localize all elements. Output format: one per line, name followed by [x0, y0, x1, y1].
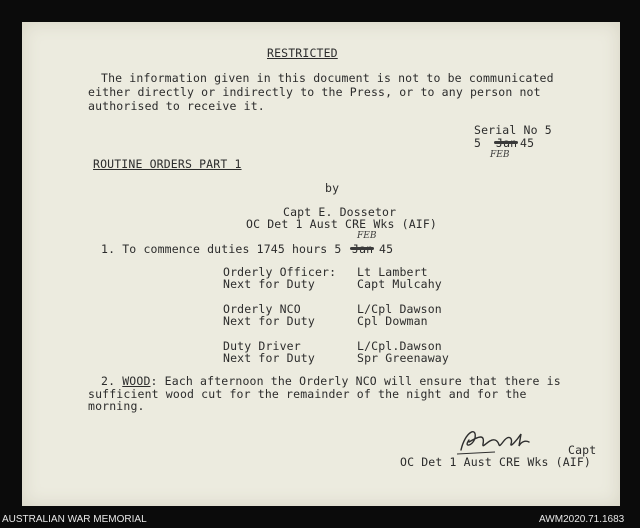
- duty-name: Capt Mulcahy: [357, 277, 442, 291]
- issuer-unit: OC Det 1 Aust CRE Wks (AIF): [246, 217, 437, 231]
- serial-date-day: 5: [474, 136, 482, 150]
- duty-role: Next for Duty: [223, 314, 315, 328]
- duty-role: Orderly NCO: [223, 302, 301, 316]
- serial-number: Serial No 5: [474, 123, 552, 137]
- handwritten-signature: [455, 420, 535, 460]
- by-label: by: [325, 181, 340, 195]
- duty-name: Cpl Dowman: [357, 314, 428, 328]
- item2-line-2: sufficient wood cut for the remainder of the night and for the: [88, 387, 527, 401]
- item1-year: 45: [379, 242, 394, 256]
- item2-line-1: [101, 375, 561, 387]
- notice-line-1: The information given in this document is not to be communicated: [101, 71, 554, 85]
- duty-name: L/Cpl Dawson: [357, 302, 442, 316]
- signature-unit: OC Det 1 Aust CRE Wks (AIF): [400, 455, 591, 469]
- item2-heading: WOOD: [122, 374, 151, 388]
- duty-role: Duty Driver: [223, 339, 301, 353]
- duty-role: Next for Duty: [223, 277, 315, 291]
- item2-line1-text: : Each afternoon the Orderly NCO will ensure that there is: [150, 374, 561, 388]
- item1-strikeout: [350, 247, 374, 250]
- document-title: ROUTINE ORDERS PART 1: [93, 157, 242, 171]
- item1-handwritten-month: FEB: [357, 231, 377, 241]
- item2-line-3: morning.: [88, 399, 145, 413]
- duty-name: L/Cpl.Dawson: [357, 339, 442, 353]
- item1-text: 1. To commence duties 1745 hours 5: [101, 242, 342, 256]
- serial-handwritten-month: FEB: [490, 150, 510, 160]
- signature-rank: Capt: [568, 443, 597, 457]
- restricted-heading: RESTRICTED: [267, 46, 338, 60]
- footer-institution: AUSTRALIAN WAR MEMORIAL: [2, 514, 147, 525]
- duty-role: Orderly Officer:: [223, 265, 337, 279]
- issuer-name: Capt E. Dossetor: [283, 205, 397, 219]
- duty-name: Lt Lambert: [357, 265, 428, 279]
- footer-accession-number: AWM2020.71.1683: [539, 514, 625, 525]
- serial-date-year: 45: [520, 136, 535, 150]
- item2-number: 2.: [101, 374, 116, 388]
- duty-name: Spr Greenaway: [357, 351, 449, 365]
- serial-strikeout: [494, 141, 518, 144]
- notice-line-2: either directly or indirectly to the Press, or to any person not: [88, 85, 541, 99]
- duty-role: Next for Duty: [223, 351, 315, 365]
- notice-line-3: authorised to receive it.: [88, 99, 265, 113]
